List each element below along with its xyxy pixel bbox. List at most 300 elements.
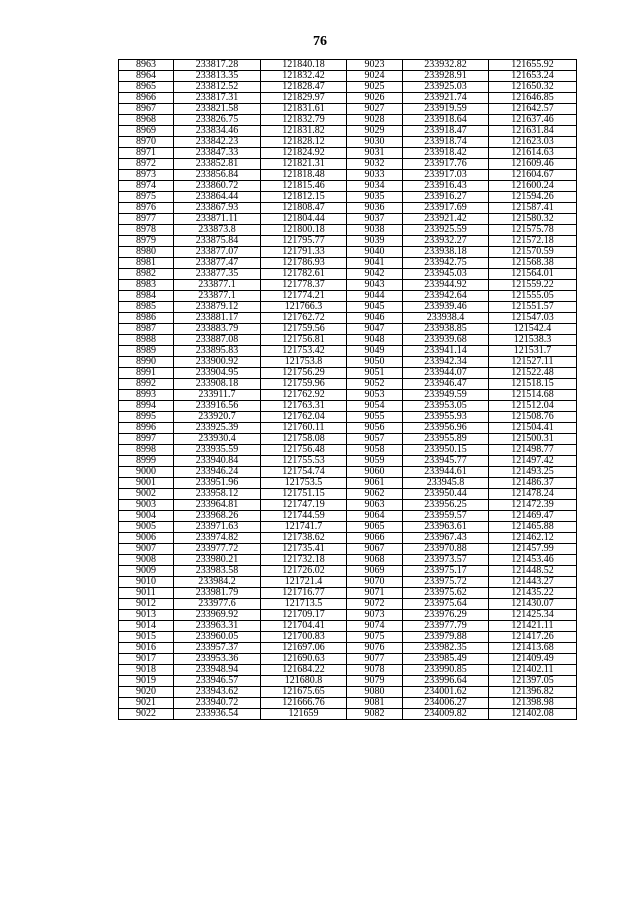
x-coordinate-cell: 233985.49 [403, 654, 489, 665]
x-coordinate-cell: 233939.68 [403, 335, 489, 346]
point-number-cell: 9034 [347, 181, 403, 192]
x-coordinate-cell: 233917.03 [403, 170, 489, 181]
x-coordinate-cell: 233953.05 [403, 401, 489, 412]
y-coordinate-cell: 121754.74 [261, 467, 347, 478]
point-number-cell: 9067 [347, 544, 403, 555]
x-coordinate-cell: 233883.79 [174, 324, 261, 335]
y-coordinate-cell: 121522.48 [489, 368, 577, 379]
y-coordinate-cell: 121493.25 [489, 467, 577, 478]
x-coordinate-cell: 233976.29 [403, 610, 489, 621]
x-coordinate-cell: 233945.03 [403, 269, 489, 280]
table-row [119, 357, 577, 368]
x-coordinate-cell: 233941.14 [403, 346, 489, 357]
point-number-cell: 9016 [119, 643, 174, 654]
point-number-cell: 9062 [347, 489, 403, 500]
y-coordinate-cell: 121700.83 [261, 632, 347, 643]
y-coordinate-cell: 121453.46 [489, 555, 577, 566]
x-coordinate-cell: 233881.17 [174, 313, 261, 324]
point-number-cell: 9074 [347, 621, 403, 632]
table-row [119, 676, 577, 687]
x-coordinate-cell: 233916.27 [403, 192, 489, 203]
point-number-cell: 9035 [347, 192, 403, 203]
x-coordinate-cell: 233959.57 [403, 511, 489, 522]
y-coordinate-cell: 121758.08 [261, 434, 347, 445]
point-number-cell: 9081 [347, 698, 403, 709]
point-number-cell: 9000 [119, 467, 174, 478]
y-coordinate-cell: 121818.48 [261, 170, 347, 181]
point-number-cell: 9078 [347, 665, 403, 676]
y-coordinate-cell: 121762.72 [261, 313, 347, 324]
point-number-cell: 9052 [347, 379, 403, 390]
y-coordinate-cell: 121684.22 [261, 665, 347, 676]
y-coordinate-cell: 121417.26 [489, 632, 577, 643]
x-coordinate-cell: 233936.54 [174, 709, 261, 720]
point-number-cell: 9021 [119, 698, 174, 709]
x-coordinate-cell: 233938.18 [403, 247, 489, 258]
table-row [119, 522, 577, 533]
table-row [119, 599, 577, 610]
table-row [119, 115, 577, 126]
x-coordinate-cell: 233911.7 [174, 390, 261, 401]
x-coordinate-cell: 233977.6 [174, 599, 261, 610]
point-number-cell: 8964 [119, 71, 174, 82]
table-row [119, 500, 577, 511]
point-number-cell: 8965 [119, 82, 174, 93]
y-coordinate-cell: 121751.15 [261, 489, 347, 500]
y-coordinate-cell: 121413.68 [489, 643, 577, 654]
table-row [119, 379, 577, 390]
x-coordinate-cell: 233940.72 [174, 698, 261, 709]
point-number-cell: 9023 [347, 60, 403, 71]
x-coordinate-cell: 233979.88 [403, 632, 489, 643]
point-number-cell: 9066 [347, 533, 403, 544]
table-row [119, 665, 577, 676]
y-coordinate-cell: 121398.98 [489, 698, 577, 709]
y-coordinate-cell: 121675.65 [261, 687, 347, 698]
table-row [119, 346, 577, 357]
x-coordinate-cell: 233877.1 [174, 280, 261, 291]
x-coordinate-cell: 233958.12 [174, 489, 261, 500]
point-number-cell: 8975 [119, 192, 174, 203]
point-number-cell: 8992 [119, 379, 174, 390]
x-coordinate-cell: 233980.21 [174, 555, 261, 566]
point-number-cell: 8982 [119, 269, 174, 280]
table-row [119, 566, 577, 577]
x-coordinate-cell: 233812.52 [174, 82, 261, 93]
point-number-cell: 9024 [347, 71, 403, 82]
point-number-cell: 8994 [119, 401, 174, 412]
point-number-cell: 8989 [119, 346, 174, 357]
y-coordinate-cell: 121421.11 [489, 621, 577, 632]
x-coordinate-cell: 233974.82 [174, 533, 261, 544]
x-coordinate-cell: 233826.75 [174, 115, 261, 126]
x-coordinate-cell: 233977.79 [403, 621, 489, 632]
x-coordinate-cell: 233944.07 [403, 368, 489, 379]
y-coordinate-cell: 121840.18 [261, 60, 347, 71]
x-coordinate-cell: 233925.39 [174, 423, 261, 434]
table-row [119, 148, 577, 159]
point-number-cell: 9037 [347, 214, 403, 225]
point-number-cell: 8997 [119, 434, 174, 445]
point-number-cell: 8967 [119, 104, 174, 115]
table-row [119, 511, 577, 522]
x-coordinate-cell: 233871.11 [174, 214, 261, 225]
y-coordinate-cell: 121402.11 [489, 665, 577, 676]
point-number-cell: 9010 [119, 577, 174, 588]
y-coordinate-cell: 121804.44 [261, 214, 347, 225]
point-number-cell: 8970 [119, 137, 174, 148]
point-number-cell: 9013 [119, 610, 174, 621]
point-number-cell: 9053 [347, 390, 403, 401]
x-coordinate-cell: 233920.7 [174, 412, 261, 423]
x-coordinate-cell: 233942.34 [403, 357, 489, 368]
y-coordinate-cell: 121472.39 [489, 500, 577, 511]
x-coordinate-cell: 233877.47 [174, 258, 261, 269]
y-coordinate-cell: 121609.46 [489, 159, 577, 170]
point-number-cell: 9076 [347, 643, 403, 654]
point-number-cell: 9036 [347, 203, 403, 214]
y-coordinate-cell: 121709.17 [261, 610, 347, 621]
y-coordinate-cell: 121653.24 [489, 71, 577, 82]
table-row [119, 126, 577, 137]
y-coordinate-cell: 121637.46 [489, 115, 577, 126]
x-coordinate-cell: 234006.27 [403, 698, 489, 709]
table-row [119, 60, 577, 71]
y-coordinate-cell: 121753.5 [261, 478, 347, 489]
y-coordinate-cell: 121469.47 [489, 511, 577, 522]
y-coordinate-cell: 121741.7 [261, 522, 347, 533]
point-number-cell: 9044 [347, 291, 403, 302]
table-row [119, 478, 577, 489]
x-coordinate-cell: 233963.31 [174, 621, 261, 632]
y-coordinate-cell: 121763.31 [261, 401, 347, 412]
table-row [119, 137, 577, 148]
y-coordinate-cell: 121604.67 [489, 170, 577, 181]
x-coordinate-cell: 233860.72 [174, 181, 261, 192]
point-number-cell: 8985 [119, 302, 174, 313]
x-coordinate-cell: 233921.74 [403, 93, 489, 104]
x-coordinate-cell: 233875.84 [174, 236, 261, 247]
x-coordinate-cell: 233918.47 [403, 126, 489, 137]
table-row [119, 434, 577, 445]
x-coordinate-cell: 233944.61 [403, 467, 489, 478]
y-coordinate-cell: 121547.03 [489, 313, 577, 324]
x-coordinate-cell: 233973.57 [403, 555, 489, 566]
point-number-cell: 9018 [119, 665, 174, 676]
y-coordinate-cell: 121756.48 [261, 445, 347, 456]
point-number-cell: 8973 [119, 170, 174, 181]
x-coordinate-cell: 233900.92 [174, 357, 261, 368]
table-row [119, 610, 577, 621]
y-coordinate-cell: 121587.41 [489, 203, 577, 214]
point-number-cell: 9069 [347, 566, 403, 577]
y-coordinate-cell: 121753.8 [261, 357, 347, 368]
point-number-cell: 8971 [119, 148, 174, 159]
point-number-cell: 9056 [347, 423, 403, 434]
x-coordinate-cell: 233977.72 [174, 544, 261, 555]
x-coordinate-cell: 233879.12 [174, 302, 261, 313]
page-number: 76 [313, 34, 327, 49]
y-coordinate-cell: 121500.31 [489, 434, 577, 445]
y-coordinate-cell: 121570.59 [489, 247, 577, 258]
y-coordinate-cell: 121744.59 [261, 511, 347, 522]
x-coordinate-cell: 233957.37 [174, 643, 261, 654]
y-coordinate-cell: 121815.46 [261, 181, 347, 192]
x-coordinate-cell: 233918.74 [403, 137, 489, 148]
table-row [119, 643, 577, 654]
table-row [119, 544, 577, 555]
point-number-cell: 9051 [347, 368, 403, 379]
y-coordinate-cell: 121409.49 [489, 654, 577, 665]
y-coordinate-cell: 121631.84 [489, 126, 577, 137]
table-row [119, 181, 577, 192]
point-number-cell: 9073 [347, 610, 403, 621]
y-coordinate-cell: 121538.3 [489, 335, 577, 346]
y-coordinate-cell: 121650.32 [489, 82, 577, 93]
table-row [119, 687, 577, 698]
point-number-cell: 9012 [119, 599, 174, 610]
x-coordinate-cell: 233956.96 [403, 423, 489, 434]
x-coordinate-cell: 233984.2 [174, 577, 261, 588]
point-number-cell: 9071 [347, 588, 403, 599]
y-coordinate-cell: 121762.92 [261, 390, 347, 401]
x-coordinate-cell: 233877.1 [174, 291, 261, 302]
x-coordinate-cell: 233917.69 [403, 203, 489, 214]
y-coordinate-cell: 121559.22 [489, 280, 577, 291]
y-coordinate-cell: 121623.03 [489, 137, 577, 148]
table-row [119, 654, 577, 665]
y-coordinate-cell: 121478.24 [489, 489, 577, 500]
table-row [119, 401, 577, 412]
point-number-cell: 8977 [119, 214, 174, 225]
table-row [119, 324, 577, 335]
y-coordinate-cell: 121831.82 [261, 126, 347, 137]
y-coordinate-cell: 121704.41 [261, 621, 347, 632]
point-number-cell: 8969 [119, 126, 174, 137]
point-number-cell: 8988 [119, 335, 174, 346]
table-row [119, 698, 577, 709]
x-coordinate-cell: 233942.75 [403, 258, 489, 269]
y-coordinate-cell: 121443.27 [489, 577, 577, 588]
y-coordinate-cell: 121498.77 [489, 445, 577, 456]
x-coordinate-cell: 233975.62 [403, 588, 489, 599]
table-row [119, 302, 577, 313]
point-number-cell: 8980 [119, 247, 174, 258]
y-coordinate-cell: 121721.4 [261, 577, 347, 588]
point-number-cell: 9075 [347, 632, 403, 643]
table-row [119, 203, 577, 214]
y-coordinate-cell: 121564.01 [489, 269, 577, 280]
y-coordinate-cell: 121808.47 [261, 203, 347, 214]
point-number-cell: 8966 [119, 93, 174, 104]
point-number-cell: 9079 [347, 676, 403, 687]
y-coordinate-cell: 121551.57 [489, 302, 577, 313]
x-coordinate-cell: 233938.85 [403, 324, 489, 335]
point-number-cell: 9064 [347, 511, 403, 522]
y-coordinate-cell: 121402.08 [489, 709, 577, 720]
x-coordinate-cell: 233946.24 [174, 467, 261, 478]
x-coordinate-cell: 233975.64 [403, 599, 489, 610]
x-coordinate-cell: 233945.77 [403, 456, 489, 467]
y-coordinate-cell: 121690.63 [261, 654, 347, 665]
x-coordinate-cell: 233928.91 [403, 71, 489, 82]
y-coordinate-cell: 121732.18 [261, 555, 347, 566]
point-number-cell: 9022 [119, 709, 174, 720]
table-row [119, 621, 577, 632]
y-coordinate-cell: 121697.06 [261, 643, 347, 654]
x-coordinate-cell: 233951.96 [174, 478, 261, 489]
table-row [119, 291, 577, 302]
table-row [119, 258, 577, 269]
y-coordinate-cell: 121486.37 [489, 478, 577, 489]
x-coordinate-cell: 233852.81 [174, 159, 261, 170]
table-row [119, 247, 577, 258]
y-coordinate-cell: 121430.07 [489, 599, 577, 610]
y-coordinate-cell: 121504.41 [489, 423, 577, 434]
x-coordinate-cell: 233981.79 [174, 588, 261, 599]
x-coordinate-cell: 233960.05 [174, 632, 261, 643]
point-number-cell: 9040 [347, 247, 403, 258]
y-coordinate-cell: 121680.8 [261, 676, 347, 687]
y-coordinate-cell: 121812.15 [261, 192, 347, 203]
x-coordinate-cell: 233969.92 [174, 610, 261, 621]
y-coordinate-cell: 121497.42 [489, 456, 577, 467]
y-coordinate-cell: 121397.05 [489, 676, 577, 687]
x-coordinate-cell: 233946.57 [174, 676, 261, 687]
x-coordinate-cell: 233925.59 [403, 225, 489, 236]
x-coordinate-cell: 234009.82 [403, 709, 489, 720]
point-number-cell: 9031 [347, 148, 403, 159]
point-number-cell: 8998 [119, 445, 174, 456]
y-coordinate-cell: 121716.77 [261, 588, 347, 599]
x-coordinate-cell: 233877.07 [174, 247, 261, 258]
point-number-cell: 9039 [347, 236, 403, 247]
point-number-cell: 9082 [347, 709, 403, 720]
y-coordinate-cell: 121457.99 [489, 544, 577, 555]
point-number-cell: 9050 [347, 357, 403, 368]
point-number-cell: 8968 [119, 115, 174, 126]
x-coordinate-cell: 233968.26 [174, 511, 261, 522]
point-number-cell: 9058 [347, 445, 403, 456]
x-coordinate-cell: 233918.64 [403, 115, 489, 126]
x-coordinate-cell: 233939.46 [403, 302, 489, 313]
x-coordinate-cell: 233949.59 [403, 390, 489, 401]
x-coordinate-cell: 233975.72 [403, 577, 489, 588]
x-coordinate-cell: 233856.84 [174, 170, 261, 181]
table-row [119, 555, 577, 566]
point-number-cell: 9059 [347, 456, 403, 467]
y-coordinate-cell: 121831.61 [261, 104, 347, 115]
point-number-cell: 8976 [119, 203, 174, 214]
point-number-cell: 9028 [347, 115, 403, 126]
point-number-cell: 9041 [347, 258, 403, 269]
point-number-cell: 8996 [119, 423, 174, 434]
x-coordinate-cell: 233917.76 [403, 159, 489, 170]
y-coordinate-cell: 121614.63 [489, 148, 577, 159]
x-coordinate-cell: 233990.85 [403, 665, 489, 676]
point-number-cell: 9026 [347, 93, 403, 104]
table-row [119, 412, 577, 423]
point-number-cell: 9019 [119, 676, 174, 687]
x-coordinate-cell: 233916.56 [174, 401, 261, 412]
x-coordinate-cell: 233821.58 [174, 104, 261, 115]
table-row [119, 269, 577, 280]
point-number-cell: 8984 [119, 291, 174, 302]
y-coordinate-cell: 121396.82 [489, 687, 577, 698]
table-row [119, 214, 577, 225]
y-coordinate-cell: 121821.31 [261, 159, 347, 170]
x-coordinate-cell: 233955.89 [403, 434, 489, 445]
y-coordinate-cell: 121828.47 [261, 82, 347, 93]
x-coordinate-cell: 233945.8 [403, 478, 489, 489]
y-coordinate-cell: 121435.22 [489, 588, 577, 599]
x-coordinate-cell: 233877.35 [174, 269, 261, 280]
table-row [119, 489, 577, 500]
y-coordinate-cell: 121642.57 [489, 104, 577, 115]
y-coordinate-cell: 121747.19 [261, 500, 347, 511]
point-number-cell: 9057 [347, 434, 403, 445]
point-number-cell: 8990 [119, 357, 174, 368]
y-coordinate-cell: 121726.02 [261, 566, 347, 577]
x-coordinate-cell: 233982.35 [403, 643, 489, 654]
point-number-cell: 9063 [347, 500, 403, 511]
point-number-cell: 9065 [347, 522, 403, 533]
y-coordinate-cell: 121518.15 [489, 379, 577, 390]
x-coordinate-cell: 234001.62 [403, 687, 489, 698]
y-coordinate-cell: 121832.79 [261, 115, 347, 126]
point-number-cell: 9061 [347, 478, 403, 489]
x-coordinate-cell: 233908.18 [174, 379, 261, 390]
y-coordinate-cell: 121753.42 [261, 346, 347, 357]
point-number-cell: 8978 [119, 225, 174, 236]
x-coordinate-cell: 233925.03 [403, 82, 489, 93]
point-number-cell: 9009 [119, 566, 174, 577]
x-coordinate-cell: 233948.94 [174, 665, 261, 676]
y-coordinate-cell: 121800.18 [261, 225, 347, 236]
point-number-cell: 9001 [119, 478, 174, 489]
y-coordinate-cell: 121756.81 [261, 335, 347, 346]
point-number-cell: 9046 [347, 313, 403, 324]
x-coordinate-cell: 233895.83 [174, 346, 261, 357]
y-coordinate-cell: 121600.24 [489, 181, 577, 192]
x-coordinate-cell: 233956.25 [403, 500, 489, 511]
table-row [119, 456, 577, 467]
x-coordinate-cell: 233944.92 [403, 280, 489, 291]
y-coordinate-cell: 121713.5 [261, 599, 347, 610]
coordinates-table [118, 59, 577, 720]
x-coordinate-cell: 233953.36 [174, 654, 261, 665]
y-coordinate-cell: 121568.38 [489, 258, 577, 269]
point-number-cell: 9006 [119, 533, 174, 544]
y-coordinate-cell: 121555.05 [489, 291, 577, 302]
y-coordinate-cell: 121462.12 [489, 533, 577, 544]
table-row [119, 71, 577, 82]
point-number-cell: 8999 [119, 456, 174, 467]
x-coordinate-cell: 233983.58 [174, 566, 261, 577]
y-coordinate-cell: 121759.56 [261, 324, 347, 335]
point-number-cell: 8972 [119, 159, 174, 170]
point-number-cell: 9047 [347, 324, 403, 335]
y-coordinate-cell: 121575.78 [489, 225, 577, 236]
point-number-cell: 9038 [347, 225, 403, 236]
table-row [119, 170, 577, 181]
point-number-cell: 9025 [347, 82, 403, 93]
point-number-cell: 9060 [347, 467, 403, 478]
x-coordinate-cell: 233950.15 [403, 445, 489, 456]
y-coordinate-cell: 121448.52 [489, 566, 577, 577]
x-coordinate-cell: 233930.4 [174, 434, 261, 445]
point-number-cell: 9029 [347, 126, 403, 137]
